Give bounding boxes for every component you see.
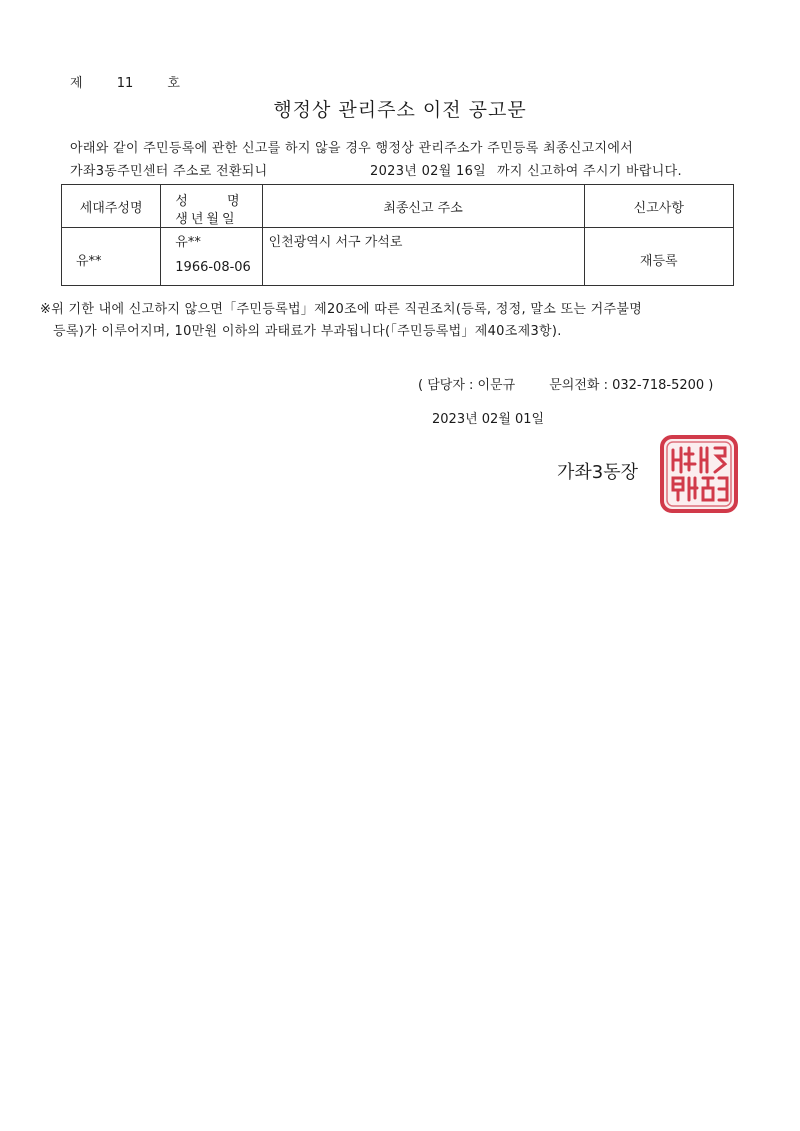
table-row xyxy=(62,228,734,286)
header-name: 성 명 xyxy=(175,194,240,209)
official-seal-icon xyxy=(659,434,739,514)
cell-name-birth xyxy=(161,228,262,286)
issue-date: 2023년 02월 01일 xyxy=(432,412,545,427)
header-birth: 생년월일 xyxy=(175,212,238,227)
header-head-name: 세대주성명 xyxy=(62,185,161,228)
page-title: 행정상 관리주소 이전 공고문 xyxy=(273,99,527,121)
head-name-value: 유** xyxy=(76,254,102,269)
contact-info xyxy=(418,374,713,393)
report-value: 재등록 xyxy=(639,254,678,269)
intro-text-line1: 아래와 같이 주민등록에 관한 신고를 하지 않을 경우 행정상 관리주소가 주민등록 최종신고지에서 xyxy=(70,141,634,156)
cell-report xyxy=(584,228,733,286)
header-report: 신고사항 xyxy=(584,185,733,228)
header-address: 최종신고 주소 xyxy=(262,185,584,228)
contact-phone: 문의전화 : 032-718-5200 ) xyxy=(549,378,714,393)
birth-value: 1966-08-06 xyxy=(175,260,251,275)
deadline-date: 2023년 02월 16일 xyxy=(370,164,487,179)
table-header-row xyxy=(62,185,734,228)
address-value: 인천광역시 서구 가석로 xyxy=(268,235,403,250)
notice-table xyxy=(61,184,734,286)
intro-text-line2 xyxy=(70,160,682,179)
cell-head-name xyxy=(62,228,161,286)
notice-line1: ※위 기한 내에 신고하지 않으면「주민등록법」제20조에 따른 직권조치(등록, 정정, 말소 또는 거주불명 xyxy=(40,302,643,317)
contact-person: ( 담당자 : 이문규 xyxy=(418,378,516,393)
name-value: 유** xyxy=(175,235,201,250)
intro-text-end: 까지 신고하여 주시기 바랍니다. xyxy=(497,164,682,179)
intro-text-start: 가좌3동주민센터 주소로 전환되니 xyxy=(70,164,268,179)
notice-line2: 등록)가 이루어지며, 10만원 이하의 과태료가 부과됩니다(「주민등록법」제40조제3항). xyxy=(53,324,562,339)
document-number: 제 11 호 xyxy=(70,76,180,91)
cell-address xyxy=(262,228,584,286)
issuer-title: 가좌3동장 xyxy=(557,462,639,483)
header-name-birth xyxy=(161,185,262,228)
